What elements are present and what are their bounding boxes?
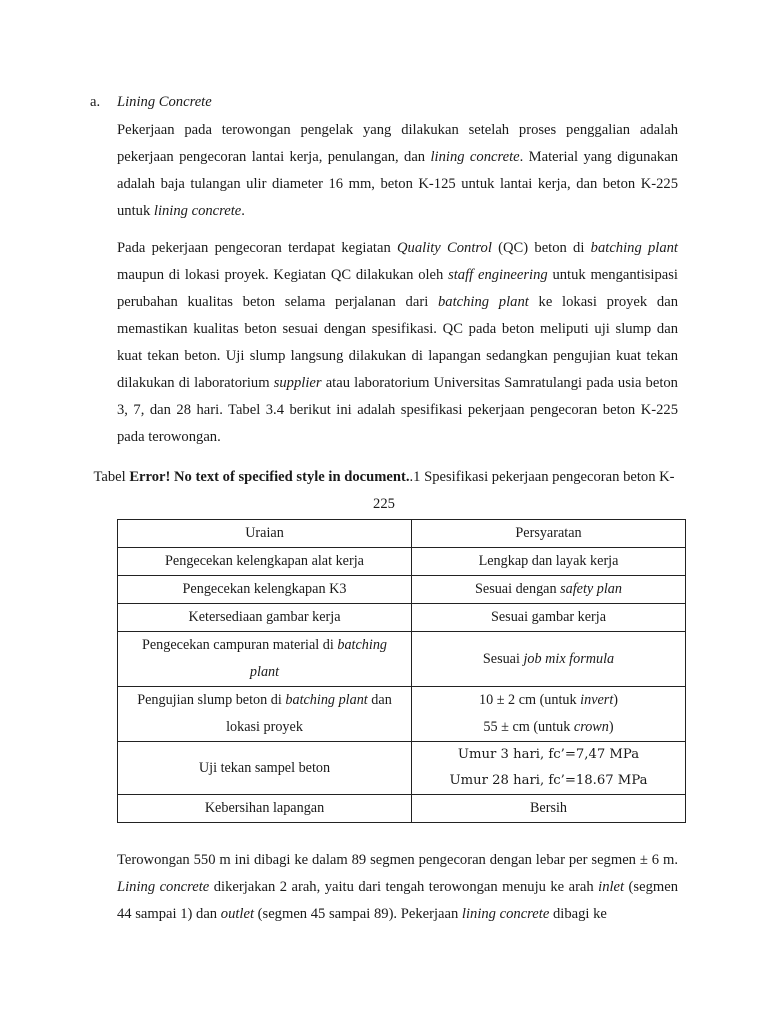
caption-text: .1 Spesifikasi pekerjaan pengecoran beton K-225: [373, 469, 675, 512]
cell-line: Umur 3 hari, fc’=7,47 MPa: [457, 747, 640, 762]
italic-run: Lining concrete: [117, 879, 210, 895]
cell-uraian: Uji tekan sampel beton: [118, 742, 412, 795]
cell-line: [420, 687, 677, 714]
cell-line: Umur 28 hari, fc’=18.67 MPa: [449, 773, 648, 788]
cell-persyaratan: [412, 742, 686, 795]
italic-run: Quality Control: [397, 240, 492, 256]
text-run: ke lokasi proyek dan memastikan kualitas beton sesuai dengan spesifikasi. QC pada beton meliputi uji slump dan kuat tekan beton. Uji slump langsung dilakukan di lapangan sedangkan pengujian kuat tekan dilakukan di laboratorium: [117, 294, 678, 391]
paragraph-quality-control: [117, 235, 678, 451]
italic-run: batching plant: [438, 294, 529, 310]
table-row: [118, 742, 686, 795]
text-run: dibagi ke: [549, 906, 607, 922]
italic-run: lining concrete: [153, 203, 242, 219]
table-row: [118, 604, 686, 632]
table-row: [118, 576, 686, 604]
table-row: [118, 548, 686, 576]
text-run: ): [608, 719, 614, 735]
table-header-row: [118, 520, 686, 548]
spec-table: [117, 519, 686, 823]
section-heading: [90, 92, 212, 112]
text-run: Pengecekan campuran material di: [141, 637, 338, 653]
italic-run: invert: [580, 692, 614, 708]
header-uraian: Uraian: [118, 520, 412, 548]
paragraph-lining-intro: [117, 117, 678, 225]
text-run: dan lokasi proyek: [226, 692, 392, 735]
cell-uraian: Pengecekan kelengkapan K3: [118, 576, 412, 604]
text-run: 55 ± cm (untuk: [483, 719, 574, 735]
caption-error-field: Error! No text of specified style in document.: [129, 469, 410, 485]
cell-line: [420, 714, 677, 741]
table-row: [118, 687, 686, 742]
italic-run: batching plant: [285, 692, 368, 708]
text-run: dikerjakan 2 arah, yaitu dari tengah terowongan menuju ke arah: [209, 879, 599, 895]
section-title: Lining Concrete: [117, 94, 212, 110]
italic-run: lining concrete: [430, 149, 520, 165]
cell-uraian: Ketersediaan gambar kerja: [118, 604, 412, 632]
italic-run: supplier: [273, 375, 322, 391]
cell-persyaratan: Bersih: [412, 795, 686, 823]
list-marker: a.: [90, 94, 101, 110]
cell-persyaratan: [412, 576, 686, 604]
text-run: untuk mengantisipasi perubahan kualitas beton selama perjalanan dari: [117, 267, 678, 310]
text-run: (segmen 44 sampai 1) dan: [117, 879, 678, 922]
text-run: Pekerjaan pada terowongan pengelak yang dilakukan setelah proses penggalian adalah pekerjaan pengecoran lantai kerja, penulangan, dan: [117, 122, 678, 165]
text-run: (segmen 45 sampai 89). Pekerjaan: [254, 906, 462, 922]
caption-prefix: Tabel: [93, 469, 130, 485]
text-run: . Material yang digunakan adalah baja tulangan ulir diameter 16 mm, beton K-125 untuk lantai kerja, dan beton K-225 untuk: [117, 149, 679, 219]
cell-uraian: [118, 632, 412, 687]
paragraph-tunnel-segments: [117, 847, 678, 928]
table-row: [118, 632, 686, 687]
cell-uraian: Kebersihan lapangan: [118, 795, 412, 823]
table-caption: [86, 464, 682, 518]
cell-persyaratan: [412, 632, 686, 687]
italic-run: safety plan: [560, 581, 622, 597]
text-run: Sesuai dengan: [475, 581, 561, 597]
italic-run: job mix formula: [523, 650, 615, 667]
cell-uraian: [118, 687, 412, 742]
cell-persyaratan: [412, 687, 686, 742]
italic-run: crown: [573, 719, 609, 735]
text-run: 10 ± 2 cm (untuk: [478, 692, 581, 708]
text-run: (QC) beton di: [491, 240, 591, 256]
text-run: .: [241, 203, 245, 219]
italic-run: outlet: [220, 906, 255, 922]
text-run: atau laboratorium Universitas Samratulangi pada usia beton 3, 7, dan 28 hari. Tabel 3.4 berikut ini adalah spesifikasi pekerjaan pengecoran beton K-225 pada terowongan.: [117, 375, 678, 445]
italic-run: staff engineering: [448, 267, 548, 283]
italic-run: inlet: [598, 879, 625, 895]
text-run: maupun di lokasi proyek. Kegiatan QC dilakukan oleh: [117, 267, 449, 283]
italic-run: lining concrete: [461, 906, 550, 922]
italic-run: batching plant: [249, 637, 388, 680]
text-run: Pengujian slump beton di: [137, 692, 286, 708]
header-persyaratan: Persyaratan: [412, 520, 686, 548]
cell-persyaratan: Lengkap dan layak kerja: [412, 548, 686, 576]
cell-uraian: Pengecekan kelengkapan alat kerja: [118, 548, 412, 576]
text-run: Sesuai: [482, 650, 524, 667]
table-row: [118, 795, 686, 823]
italic-run: batching plant: [590, 240, 678, 256]
text-run: Terowongan 550 m ini dibagi ke dalam 89 segmen pengecoran dengan lebar per segmen ± 6 m.: [117, 852, 678, 868]
cell-persyaratan: Sesuai gambar kerja: [412, 604, 686, 632]
text-run: Pada pekerjaan pengecoran terdapat kegiatan: [117, 240, 397, 256]
text-run: ): [613, 692, 618, 708]
